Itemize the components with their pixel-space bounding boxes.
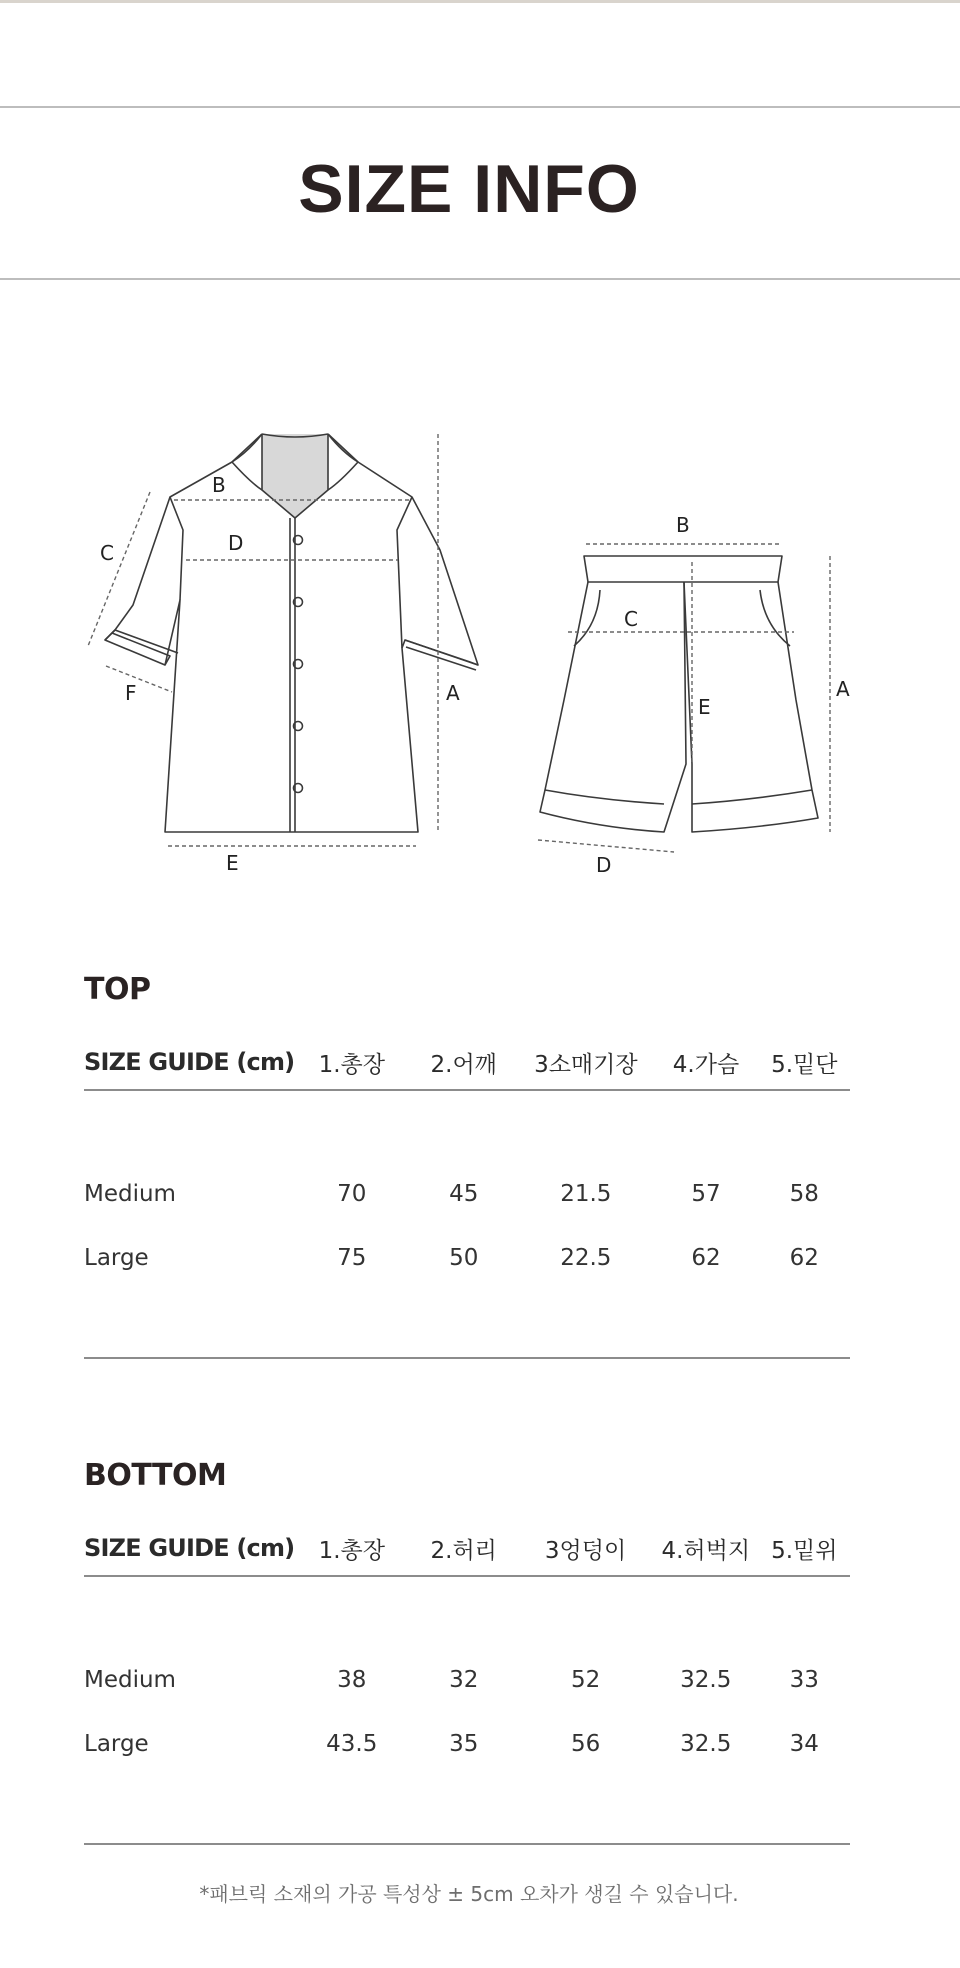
table-cell: 22.5: [560, 1245, 612, 1271]
table-cell: 70: [337, 1181, 367, 1207]
header-bottom-rule: [0, 278, 960, 280]
shirt-label-a: A: [446, 681, 460, 705]
table-cell: 38: [337, 1667, 367, 1693]
page-title: SIZE INFO: [298, 151, 640, 227]
table-cell: 45: [449, 1181, 479, 1207]
column-header: 3소매기장: [534, 1051, 638, 1078]
table-cell: 32.5: [680, 1731, 732, 1757]
shirt-label-f: F: [125, 681, 137, 705]
column-header: 5.밑단: [771, 1051, 838, 1078]
table-cell: 32.5: [680, 1667, 732, 1693]
size-name: Medium: [84, 1181, 176, 1207]
shorts-label-c: C: [624, 607, 638, 631]
shorts-label-d: D: [596, 853, 612, 877]
shirt-illustration: [105, 434, 478, 832]
table-cell: 32: [449, 1667, 479, 1693]
table-bottom-rule: [84, 1301, 850, 1358]
top-table-header: [84, 1035, 850, 1090]
shorts-illustration: [540, 556, 818, 832]
column-header: 1.총장: [318, 1537, 385, 1564]
shorts-label-e: E: [698, 695, 711, 719]
shirt-label-d: D: [228, 531, 244, 555]
table-cell: 62: [789, 1245, 819, 1271]
top-section-title: TOP: [84, 972, 151, 1007]
column-header: 1.총장: [318, 1051, 385, 1078]
table-cell: 75: [337, 1245, 367, 1271]
shirt-label-b: B: [212, 473, 226, 497]
shorts-label-b: B: [676, 513, 690, 537]
tolerance-footnote: *패브릭 소재의 가공 특성상 ± 5cm 오차가 생길 수 있습니다.: [199, 1882, 739, 1906]
size-guide-header: SIZE GUIDE (cm): [84, 1534, 295, 1562]
table-row: [84, 1701, 850, 1787]
column-header: 2.허리: [430, 1537, 497, 1564]
table-bottom-rule: [84, 1787, 850, 1844]
table-cell: 56: [570, 1731, 601, 1757]
table-cell: 58: [789, 1181, 819, 1207]
size-diagram: [0, 400, 960, 880]
top-accent-strip: [0, 0, 960, 3]
shorts-label-a: A: [836, 677, 850, 701]
size-name: Large: [84, 1245, 149, 1271]
table-row: [84, 1090, 850, 1215]
table-row: [84, 1215, 850, 1301]
column-header: 4.가슴: [672, 1051, 740, 1078]
table-cell: 21.5: [560, 1181, 612, 1207]
bottom-table-header: [84, 1521, 850, 1576]
column-header: 4.허벅지: [661, 1537, 751, 1564]
header-top-rule: [0, 106, 960, 108]
column-header: 5.밑위: [771, 1537, 838, 1564]
column-header: 2.어깨: [430, 1051, 497, 1078]
shirt-label-c: C: [100, 541, 114, 565]
shorts-labels: [596, 513, 850, 877]
bottom-size-table: [84, 1521, 850, 1845]
table-cell: 50: [449, 1245, 479, 1271]
table-cell: 57: [691, 1181, 721, 1207]
table-cell: 35: [449, 1731, 479, 1757]
shirt-labels: [100, 473, 460, 875]
bottom-section-title: BOTTOM: [84, 1458, 227, 1493]
table-cell: 43.5: [326, 1731, 378, 1757]
table-cell: 62: [691, 1245, 721, 1271]
shirt-label-e: E: [226, 851, 239, 875]
table-cell: 33: [789, 1667, 819, 1693]
size-name: Medium: [84, 1667, 176, 1693]
top-size-table: [84, 1035, 850, 1359]
size-guide-header: SIZE GUIDE (cm): [84, 1048, 295, 1076]
table-cell: 52: [570, 1667, 601, 1693]
size-name: Large: [84, 1731, 149, 1757]
table-cell: 34: [789, 1731, 819, 1757]
table-row: [84, 1576, 850, 1701]
column-header: 3엉덩이: [544, 1537, 627, 1564]
